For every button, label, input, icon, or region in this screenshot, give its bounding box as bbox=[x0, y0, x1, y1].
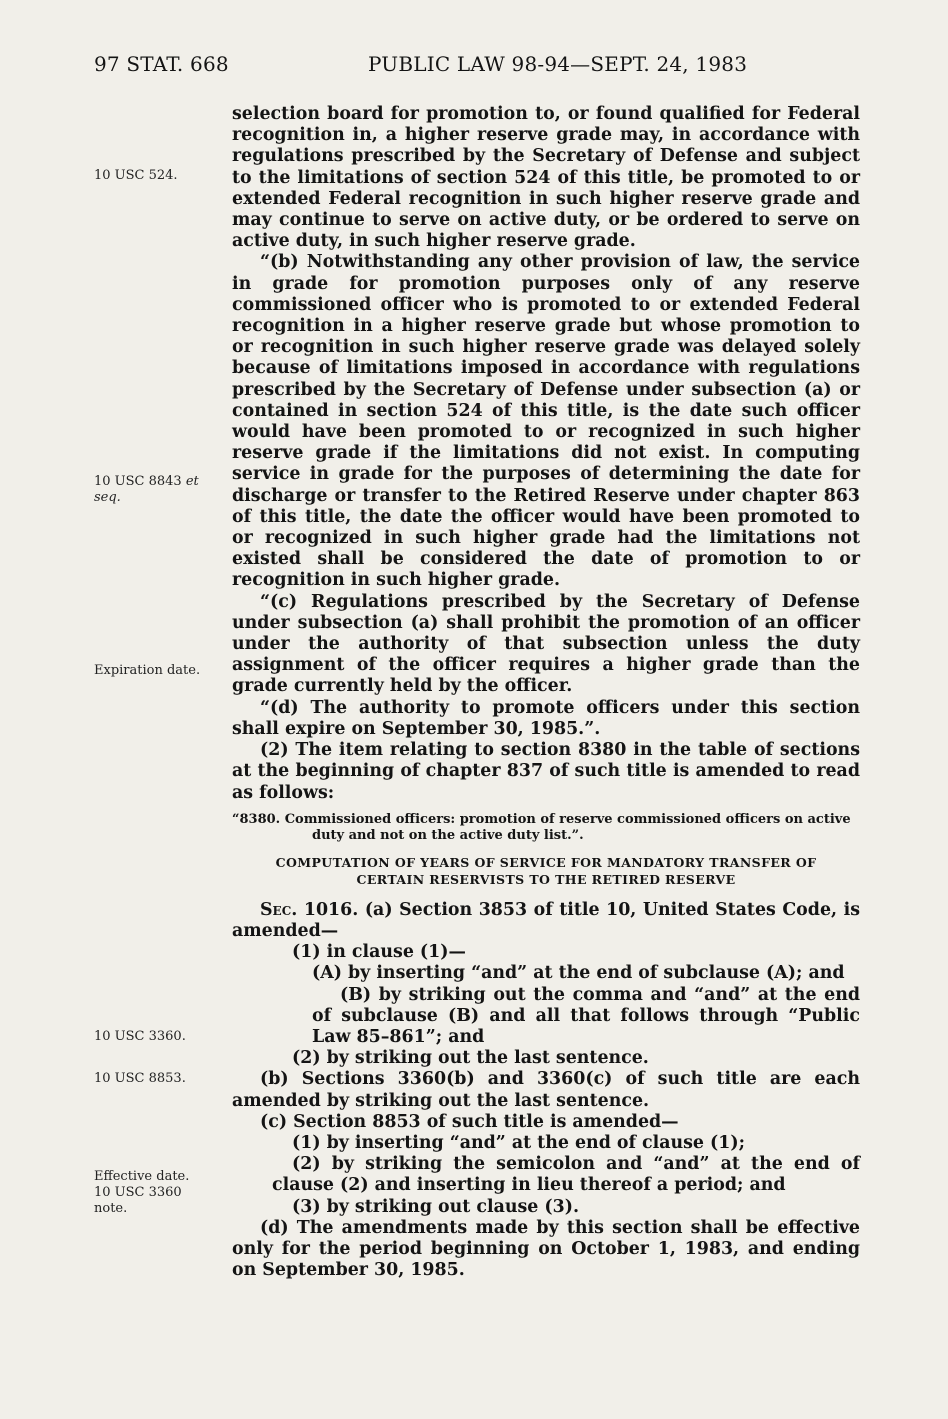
margin-note-effective-date: Effective date. bbox=[94, 1169, 190, 1184]
body-text bbox=[232, 104, 860, 1281]
section-heading-line-1: COMPUTATION OF YEARS OF SERVICE FOR MANDATORY TRANSFER OF bbox=[275, 854, 817, 870]
table-of-sections-item bbox=[232, 812, 860, 844]
page-header bbox=[94, 52, 864, 82]
paragraph-b: “(b) Notwithstanding any other provision of law, the service in grade for promotion purposes only of any reserve commissioned officer who is promoted to or extended Federal recognition in a higher reserve grade but whose promotion to or recognition in such higher reserve grade was delayed solely because of limitations imposed in accordance with regulations prescribed by the Secretary of Defense under subsection (a) or contained in section 524 of this title, is the date such officer would have been promoted to or recognized in such higher reserve grade if the limitations did not exist. In computing service in grade for the purposes of determining the date for discharge or transfer to the Retired Reserve under chapter 863 of this title, the date the officer would have been promoted to or recognized in such higher grade had the limitations not existed shall be considered the date of promotion to or recognition in such higher grade. bbox=[232, 252, 860, 591]
subsection-b: (b) Sections 3360(b) and 3360(c) of such title are each amended by striking out the last sentence. bbox=[232, 1069, 860, 1111]
section-label: Sec. bbox=[260, 899, 298, 920]
margin-note-usc524: 10 USC 524. bbox=[94, 168, 178, 183]
subclause-b-text: (B) by striking out the comma and “and” at the end of subclause (B) and all that follows through “Public Law 85–861”; and bbox=[312, 984, 860, 1047]
subsection-c-clause-1: (1) by inserting “and” at the end of clause (1); bbox=[292, 1132, 746, 1153]
paragraph-selection-board: selection board for promotion to, or found qualified for Federal recognition in, a higher reserve grade may, in accordance with regulations prescribed by the Secretary of Defense and subject to the limitations of section 524 of this title, be promoted to or extended Federal recognition in such higher reserve grade and may continue to serve on active duty, or be ordered to serve on active duty, in such higher reserve grade. bbox=[232, 104, 860, 252]
margin-note-usc8843 bbox=[94, 474, 224, 506]
margin-note-effective bbox=[94, 1169, 224, 1217]
subsection-c: (c) Section 8853 of such title is amended— bbox=[260, 1111, 679, 1132]
margin-note-usc8843-et: et bbox=[185, 474, 199, 489]
toc-line-1: “8380. Commissioned officers: promotion of reserve commissioned officers on active bbox=[232, 811, 851, 827]
paragraph-2: (2) The item relating to section 8380 in the table of sections at the beginning of chapter 837 of such title is amended to read as follows: bbox=[232, 740, 860, 803]
paragraph-d: “(d) The authority to promote officers under this section shall expire on September 30, 1985.”. bbox=[232, 697, 860, 739]
subsection-c-clause-2: (2) by striking the semicolon and “and” at the end of clause (2) and inserting in lieu thereof a period; and bbox=[272, 1154, 860, 1196]
margin-note-usc8853: 10 USC 8853. bbox=[94, 1071, 186, 1086]
margin-note-effective-note: note. bbox=[94, 1201, 128, 1216]
section-1016 bbox=[232, 900, 860, 942]
subclause-b bbox=[232, 985, 860, 1049]
public-law-title: PUBLIC LAW 98-94—SEPT. 24, 1983 bbox=[368, 52, 748, 76]
section-1016-text: 1016. (a) Section 3853 of title 10, United States Code, is amended— bbox=[232, 899, 860, 941]
margin-note-expiration: Expiration date. bbox=[94, 663, 201, 678]
statute-page-number: 97 STAT. 668 bbox=[94, 52, 229, 76]
margin-note-usc3360: 10 USC 3360. bbox=[94, 1029, 186, 1044]
subclause-a: (A) by inserting “and” at the end of subclause (A); and bbox=[312, 963, 845, 984]
subsection-d: (d) The amendments made by this section shall be effective only for the period beginning on October 1, 1983, and ending on September 30, 1985. bbox=[232, 1217, 860, 1281]
toc-line-2: duty and not on the active duty list.”. bbox=[312, 827, 584, 843]
section-heading bbox=[252, 854, 840, 888]
margin-note-effective-usc: 10 USC 3360 bbox=[94, 1185, 182, 1200]
section-heading-line-2: CERTAIN RESERVISTS TO THE RETIRED RESERVE bbox=[356, 871, 736, 887]
paragraph-c: “(c) Regulations prescribed by the Secretary of Defense under subsection (a) shall prohibit the promotion of an officer under the authority of that subsection unless the duty assignment of the officer requires a higher grade than the grade currently held by the officer. bbox=[232, 591, 860, 697]
margin-note-usc8843-seq: seq. bbox=[94, 490, 121, 505]
margin-note-usc8843-text: 10 USC 8843 bbox=[94, 474, 182, 489]
clause-1: (1) in clause (1)— bbox=[292, 942, 466, 963]
clause-2: (2) by striking out the last sentence. bbox=[292, 1048, 649, 1069]
subsection-c-clause-3: (3) by striking out clause (3). bbox=[292, 1196, 579, 1217]
